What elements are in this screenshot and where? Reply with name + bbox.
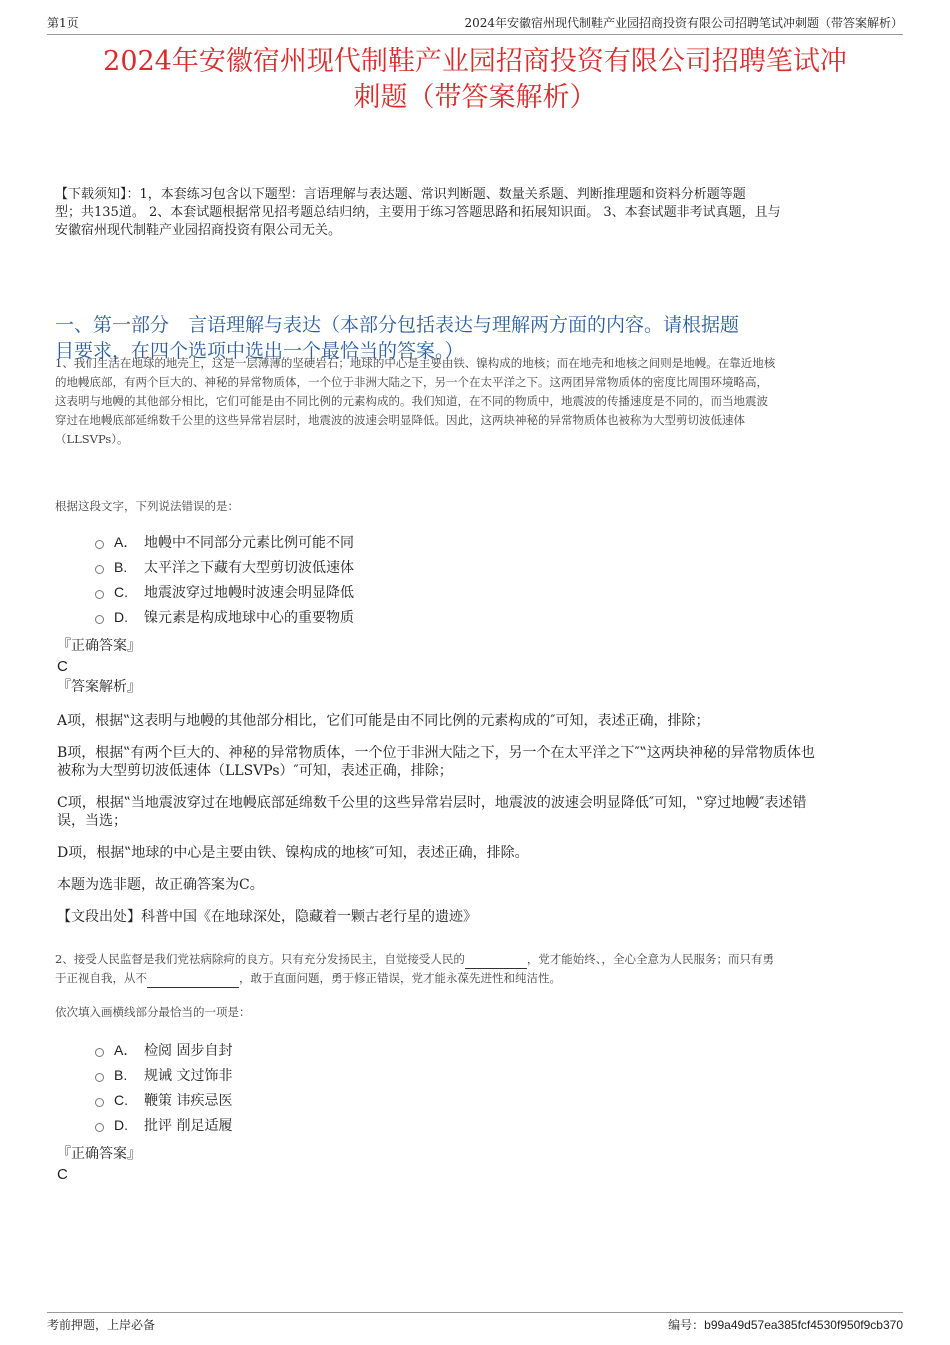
option-letter: C.: [114, 583, 128, 600]
option-a[interactable]: [95, 1037, 232, 1062]
passage-line: 的地幔底部，有两个巨大的、神秘的异常物质体，一个位于非洲大陆之下，另一个在太平洋之下。这两团异常物质体的密度比周围环境略高，: [55, 375, 768, 389]
option-letter: D.: [114, 608, 128, 625]
option-c[interactable]: [95, 1087, 232, 1112]
header-doc-title: 2024年安徽宿州现代制鞋产业园招商投资有限公司招聘笔试冲刺题（带答案解析）: [464, 16, 903, 30]
answer-label: 『正确答案』: [57, 1146, 141, 1162]
analysis-paragraph-c: C项，根据‟当地震波穿过在地幔底部延绵数千公里的这些异常岩层时，地震波的波速会明显降低″可知，‟穿过地幔″表述错 误，当选；: [57, 795, 807, 829]
option-text: 地震波穿过地幔时波速会明显降低: [144, 584, 354, 601]
question-1-options: [95, 529, 354, 629]
radio-icon[interactable]: [95, 565, 104, 574]
section-heading-line-2: 目要求，在四个选项中选出一个最恰当的答案。）: [55, 340, 464, 362]
option-letter: C.: [114, 1091, 128, 1108]
option-text: 镍元素是构成地球中心的重要物质: [144, 609, 354, 626]
page-header: [47, 14, 903, 35]
source-citation: 【文段出处】科普中国《在地球深处，隐藏着一颗古老行星的遗迹》: [57, 909, 477, 925]
radio-icon[interactable]: [95, 1123, 104, 1132]
page-footer: [47, 1312, 903, 1333]
option-letter: A．: [114, 1041, 138, 1058]
radio-icon[interactable]: [95, 615, 104, 624]
option-letter: A．: [114, 533, 138, 550]
analysis-paragraph-d: D项，根据‟地球的中心是主要由铁、镍构成的地核″可知，表述正确，排除。: [57, 845, 529, 861]
analysis-conclusion: 本题为选非题，故正确答案为C。: [57, 877, 264, 893]
download-notice: [55, 186, 900, 240]
option-c[interactable]: [95, 579, 354, 604]
passage-line: （LLSVPs）。: [55, 432, 129, 446]
question-2-answer: [57, 1144, 895, 1185]
option-b[interactable]: [95, 554, 354, 579]
fill-blank: [465, 954, 527, 969]
option-b[interactable]: [95, 1062, 232, 1087]
answer-value: C: [57, 1166, 68, 1183]
question-2-prompt: 依次填入画横线部分最恰当的一项是：: [55, 1005, 251, 1019]
page-number: 第1页: [47, 16, 79, 30]
option-d[interactable]: [95, 1112, 232, 1137]
title-line-1: 2024年安徽宿州现代制鞋产业园招商投资有限公司招聘笔试冲: [103, 46, 847, 77]
title-line-2: 刺题（带答案解析）: [353, 82, 597, 113]
passage-line: 于正视自我，从不 ，敢于直面问题，勇于修正错误，党才能永葆先进性和纯洁性。: [55, 969, 900, 988]
option-text: 批评 削足适履: [144, 1117, 233, 1134]
passage-line: 穿过在地幔底部延绵数千公里的这些异常岩层时，地震波的波速会明显降低。因此，这两块神秘的异常物质体也被称为大型剪切波低速体: [55, 413, 745, 427]
notice-line-2: 型；共135道。 2、本套试题根据常见招考题总结归纳，主要用于练习答题思路和拓展知识面。 3、本套试题非考试真题，且与: [55, 205, 781, 220]
radio-icon[interactable]: [95, 590, 104, 599]
option-a[interactable]: [95, 529, 354, 554]
option-letter: B.: [114, 558, 128, 575]
section-heading-line-1: 一、第一部分 言语理解与表达（本部分包括表达与理解两方面的内容。请根据题: [55, 314, 740, 336]
passage-line: 1、我们生活在地球的地壳上，这是一层薄薄的坚硬岩石；地球的中心是主要由铁、镍构成的地核；而在地壳和地核之间则是地幔。在靠近地核: [55, 356, 776, 370]
analysis-paragraph-b: B项，根据‟有两个巨大的、神秘的异常物质体，一个位于非洲大陆之下，另一个在太平洋之下″‟这两块神秘的异常物质体也 被称为大型剪切波低速体（LLSVPs）″可知，表述正确，排除；: [57, 745, 815, 779]
answer-label: 『正确答案』: [57, 638, 141, 654]
answer-value: C: [57, 658, 68, 675]
question-1-passage: [55, 354, 900, 449]
notice-line-3: 安徽宿州现代制鞋产业园招商投资有限公司无关。: [55, 223, 342, 238]
question-1-answer: [57, 636, 895, 698]
option-text: 地幔中不同部分元素比例可能不同: [144, 534, 354, 551]
radio-icon[interactable]: [95, 1098, 104, 1107]
footer-slogan: 考前押题，上岸必备: [47, 1318, 156, 1332]
question-1-analysis: [57, 712, 895, 940]
option-text: 太平洋之下藏有大型剪切波低速体: [144, 559, 354, 576]
radio-icon[interactable]: [95, 1073, 104, 1082]
radio-icon[interactable]: [95, 540, 104, 549]
passage-line: 2、接受人民监督是我们党祛病除疴的良方。只有充分发扬民主，自觉接受人民的 ，党才能始终、，全心全意为人民服务；而只有勇: [55, 950, 900, 969]
option-d[interactable]: [95, 604, 354, 629]
analysis-label: 『答案解析』: [57, 679, 141, 695]
fill-blank: [147, 973, 239, 988]
document-code: 编号：b99a49d57ea385fcf4530f950f9cb370: [668, 1318, 903, 1332]
analysis-paragraph-a: A项，根据‟这表明与地幔的其他部分相比，它们可能是由不同比例的元素构成的″可知，表述正确，排除；: [57, 713, 710, 729]
option-letter: D.: [114, 1116, 128, 1133]
radio-icon[interactable]: [95, 1048, 104, 1057]
passage-line: 这表明与地幔的其他部分相比，它们可能是由不同比例的元素构成的。我们知道，在不同的物质中，地震波的传播速度是不同的，而当地震波: [55, 394, 768, 408]
option-text: 检阅 固步自封: [144, 1042, 233, 1059]
option-text: 鞭策 讳疾忌医: [144, 1092, 233, 1109]
question-2-options: [95, 1037, 232, 1137]
notice-line-1: 【下载须知】：1，本套练习包含以下题型：言语理解与表达题、常识判断题、数量关系题、判断推理题和资料分析题等题: [55, 187, 746, 202]
option-letter: B.: [114, 1066, 128, 1083]
option-text: 规诫 文过饰非: [144, 1067, 233, 1084]
question-2-passage: [55, 950, 900, 988]
question-1-prompt: 根据这段文字，下列说法错误的是：: [55, 499, 239, 513]
document-title: [40, 44, 910, 116]
